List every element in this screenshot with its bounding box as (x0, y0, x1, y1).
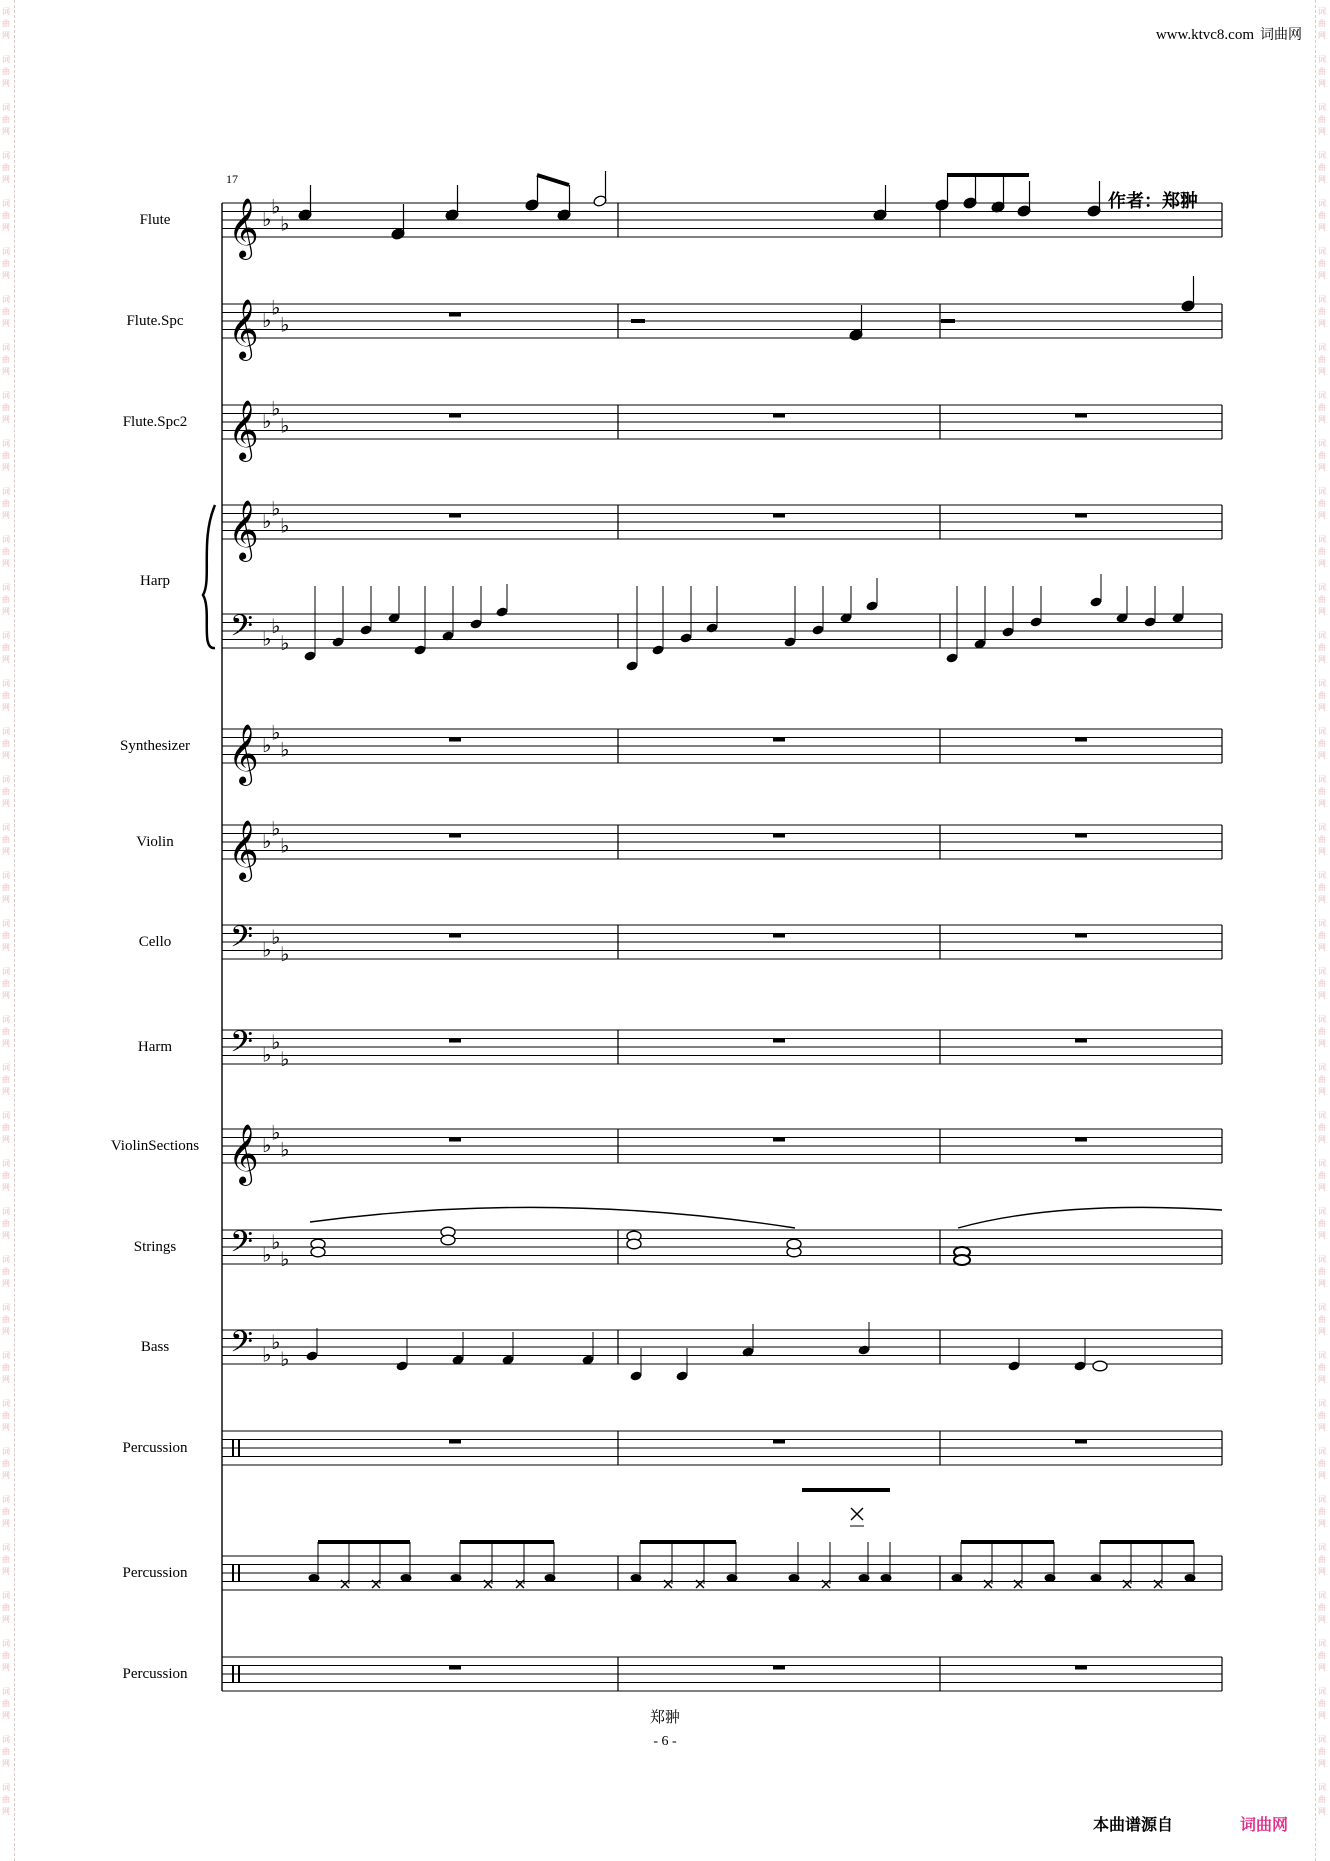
part-label-cello: Cello (138, 934, 172, 950)
left-watermark-strip: 词 曲 网 词 曲 网 词 曲 网 词 曲 网 词 曲 网 词 曲 网 词 曲 网 词 曲 网 词 曲 网 词 曲 网 词 曲 网 词 曲 网 词 曲 网 词 曲 网 词 曲 网 词 曲 网 词 曲 网 词 曲 网 词 曲 网 词 曲 网 词 曲 网 词 曲 网 词 曲 网 词 曲 网 词 曲 网 词 曲 网 词 曲 网 词 曲 网 词 曲 网 词 曲 网 词 曲 网 词 曲 网 词 曲 网 词 曲 网 词 曲 网 词 曲 网 词 曲 网 词 曲 网 (0, 0, 15, 1861)
whole-rest-icon (1075, 738, 1087, 742)
flat-icon: ♭ (280, 413, 290, 438)
site-url[interactable]: www.ktvc8.com (1155, 27, 1254, 43)
flat-icon: ♭ (271, 924, 281, 949)
page-number: - 6 - (653, 1734, 677, 1749)
flat-icon: ♭ (271, 295, 281, 320)
flat-icon: ♭ (280, 941, 290, 966)
whole-rest-icon (449, 1138, 461, 1142)
percussion-clef-icon (238, 1440, 240, 1457)
whole-rest-icon (449, 1440, 461, 1444)
whole-rest-icon (449, 738, 461, 742)
flat-icon: ♭ (271, 396, 281, 421)
treble-clef-icon: 𝄞 (228, 724, 259, 784)
part-label-synthesizer: Synthesizer (120, 738, 190, 754)
notehead-icon (441, 1235, 455, 1245)
percussion-clef-icon (232, 1666, 234, 1683)
percussion-clef-icon (232, 1440, 234, 1457)
part-label-harp: Harp (140, 573, 170, 589)
whole-rest-icon (773, 1138, 785, 1142)
half-rest-icon (631, 319, 645, 323)
part-label-percussion-3: Percussion (122, 1666, 188, 1682)
flat-icon: ♭ (280, 1346, 290, 1371)
footer-composer-name: 郑翀 (649, 1708, 680, 1726)
bass-clef-icon: 𝄢 (230, 920, 254, 962)
flat-icon: ♭ (262, 626, 272, 651)
bass-clef-icon: 𝄢 (230, 1325, 254, 1367)
slur (958, 1207, 1222, 1228)
whole-rest-icon (449, 313, 461, 317)
flat-icon: ♭ (262, 1242, 272, 1267)
flat-icon: ♭ (271, 816, 281, 841)
flat-icon: ♭ (271, 1029, 281, 1054)
flat-icon: ♭ (262, 1133, 272, 1157)
percussion-clef-icon (238, 1565, 240, 1582)
bass-clef-icon: 𝄢 (230, 609, 254, 651)
part-label-percussion-1: Percussion (122, 1440, 188, 1456)
whole-rest-icon (773, 1440, 785, 1444)
notehead-icon (311, 1247, 325, 1257)
flat-icon: ♭ (271, 496, 281, 521)
whole-rest-icon (449, 1039, 461, 1043)
half-rest-icon (941, 319, 955, 323)
beam (537, 175, 569, 185)
flat-icon: ♭ (271, 1329, 281, 1354)
whole-note-icon (954, 1255, 970, 1265)
flat-icon: ♭ (271, 1229, 281, 1254)
site-name: 词曲网 (1260, 27, 1302, 43)
slur (310, 1207, 795, 1228)
notehead-icon (627, 1239, 641, 1249)
treble-clef-icon: 𝄞 (228, 299, 259, 359)
flat-icon: ♭ (280, 630, 290, 655)
whole-rest-icon (773, 414, 785, 418)
flat-icon: ♭ (262, 1342, 272, 1367)
flat-icon: ♭ (280, 833, 290, 858)
flat-icon: ♭ (271, 720, 281, 745)
whole-rest-icon (1075, 1440, 1087, 1444)
flat-icon: ♭ (262, 733, 272, 757)
flat-icon: ♭ (262, 509, 272, 533)
treble-clef-icon: 𝄞 (228, 1124, 259, 1184)
part-label-flute-spc: Flute.Spc (126, 313, 184, 329)
part-label-violin: Violin (136, 834, 174, 850)
treble-clef-icon: 𝄞 (228, 400, 259, 460)
percussion-clef-icon (238, 1666, 240, 1683)
bass-clef-icon: 𝄢 (230, 1225, 254, 1267)
composer-credit: 作者：郑翀 (1108, 191, 1198, 212)
whole-rest-icon (1075, 414, 1087, 418)
flat-icon: ♭ (280, 737, 290, 762)
part-label-flute-spc2: Flute.Spc2 (122, 414, 188, 430)
bass-clef-icon: 𝄢 (230, 1025, 254, 1067)
whole-rest-icon (1075, 514, 1087, 518)
right-watermark-strip: 词 曲 网 词 曲 网 词 曲 网 词 曲 网 词 曲 网 词 曲 网 词 曲 网 词 曲 网 词 曲 网 词 曲 网 词 曲 网 词 曲 网 词 曲 网 词 曲 网 词 曲 网 词 曲 网 词 曲 网 词 曲 网 词 曲 网 词 曲 网 词 曲 网 词 曲 网 词 曲 网 词 曲 网 词 曲 网 词 曲 网 词 曲 网 词 曲 网 词 曲 网 词 曲 网 词 曲 网 词 曲 网 词 曲 网 词 曲 网 词 曲 网 词 曲 网 词 曲 网 词 曲 网 (1315, 0, 1330, 1861)
whole-rest-icon (1075, 834, 1087, 838)
notehead-icon (1093, 1361, 1107, 1371)
flat-icon: ♭ (280, 312, 290, 337)
whole-rest-icon (773, 834, 785, 838)
treble-clef-icon: 𝄞 (228, 198, 259, 258)
flat-icon: ♭ (262, 937, 272, 962)
flat-icon: ♭ (271, 1120, 281, 1145)
flat-icon: ♭ (280, 513, 290, 538)
flat-icon: ♭ (262, 409, 272, 433)
part-label-harm: Harm (137, 1039, 173, 1055)
part-label-flute: Flute (139, 212, 171, 228)
whole-rest-icon (1075, 1138, 1087, 1142)
source-note: 本曲谱源自 (1093, 1815, 1174, 1834)
whole-rest-icon (773, 934, 785, 938)
whole-rest-icon (773, 1039, 785, 1043)
source-brand[interactable]: 词曲网 (1240, 1815, 1289, 1834)
whole-rest-icon (449, 834, 461, 838)
treble-clef-icon: 𝄞 (228, 500, 259, 560)
whole-rest-icon (1075, 1666, 1087, 1670)
part-label-percussion-2: Percussion (122, 1565, 188, 1581)
flat-icon: ♭ (280, 211, 290, 236)
notehead-icon (787, 1239, 801, 1249)
whole-rest-icon (1075, 934, 1087, 938)
flat-icon: ♭ (262, 1042, 272, 1067)
whole-rest-icon (773, 1666, 785, 1670)
flat-icon: ♭ (271, 194, 281, 219)
part-label-strings: Strings (133, 1239, 177, 1255)
flat-icon: ♭ (262, 308, 272, 332)
part-label-bass: Bass (140, 1339, 170, 1355)
percussion-clef-icon (232, 1565, 234, 1582)
whole-rest-icon (773, 514, 785, 518)
flat-icon: ♭ (280, 1246, 290, 1271)
whole-rest-icon (1075, 1039, 1087, 1043)
whole-rest-icon (773, 738, 785, 742)
whole-rest-icon (449, 934, 461, 938)
flat-icon: ♭ (262, 829, 272, 853)
flat-icon: ♭ (280, 1046, 290, 1071)
part-label-violin-sections: ViolinSections (110, 1138, 200, 1154)
harp-brace (203, 505, 215, 648)
flat-icon: ♭ (262, 207, 272, 231)
whole-rest-icon (449, 414, 461, 418)
flat-icon: ♭ (280, 1137, 290, 1162)
whole-rest-icon (449, 1666, 461, 1670)
flat-icon: ♭ (271, 613, 281, 638)
whole-rest-icon (449, 514, 461, 518)
treble-clef-icon: 𝄞 (228, 820, 259, 880)
measure-number: 17 (226, 172, 238, 186)
